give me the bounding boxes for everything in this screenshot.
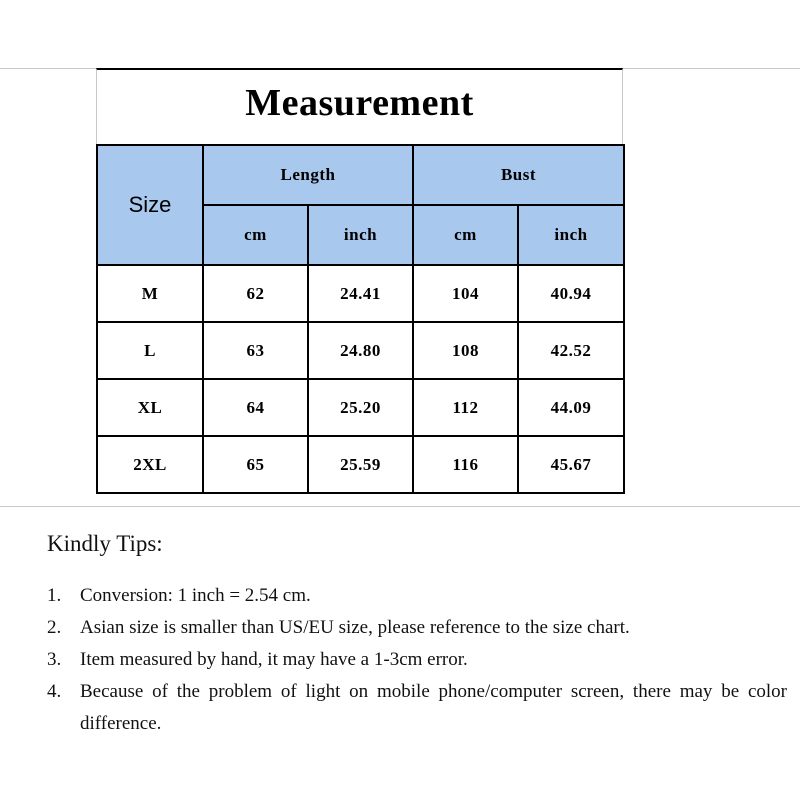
length-cm-cell: 64 [203,379,308,436]
tip-text: Item measured by hand, it may have a 1-3cm error. [80,648,468,670]
middle-divider [0,506,800,507]
size-cell: M [97,265,203,322]
size-column-header: Size [97,145,203,265]
kindly-tips [47,530,787,740]
list-item [47,612,787,644]
size-cell: L [97,322,203,379]
length-inch-cell: 24.41 [308,265,413,322]
length-cm-cell: 63 [203,322,308,379]
length-cm-header: cm [203,205,308,265]
table-row [97,322,624,379]
table-row [97,265,624,322]
tip-text: Conversion: 1 inch = 2.54 cm. [80,584,311,606]
length-inch-cell: 25.20 [308,379,413,436]
bust-inch-cell: 42.52 [518,322,624,379]
length-inch-cell: 25.59 [308,436,413,493]
tips-list [47,580,787,740]
length-cm-cell: 62 [203,265,308,322]
bust-cm-cell: 116 [413,436,518,493]
table-row [97,436,624,493]
table-title: Measurement [96,68,623,144]
bust-cm-cell: 108 [413,322,518,379]
bust-cm-cell: 112 [413,379,518,436]
bust-inch-cell: 40.94 [518,265,624,322]
measurement-table [96,144,625,494]
size-cell: XL [97,379,203,436]
length-inch-header: inch [308,205,413,265]
bust-inch-header: inch [518,205,624,265]
length-group-header: Length [203,145,413,205]
tip-number: 4. [47,680,62,702]
length-cm-cell: 65 [203,436,308,493]
list-item [47,580,787,612]
tip-number: 2. [47,616,62,638]
length-inch-cell: 24.80 [308,322,413,379]
list-item [47,676,787,740]
tip-text: Asian size is smaller than US/EU size, please reference to the size chart. [80,616,630,638]
size-cell: 2XL [97,436,203,493]
bust-group-header: Bust [413,145,624,205]
tip-text: Because of the problem of light on mobile phone/computer screen, there may be color difference. [80,680,787,734]
measurement-table-container [96,68,624,506]
bust-cm-cell: 104 [413,265,518,322]
tips-title: Kindly Tips: [47,531,163,556]
bust-cm-header: cm [413,205,518,265]
bust-inch-cell: 45.67 [518,436,624,493]
header-row-1 [97,145,624,205]
tip-number: 3. [47,648,62,670]
table-row [97,379,624,436]
bust-inch-cell: 44.09 [518,379,624,436]
list-item [47,644,787,676]
tip-number: 1. [47,584,62,606]
